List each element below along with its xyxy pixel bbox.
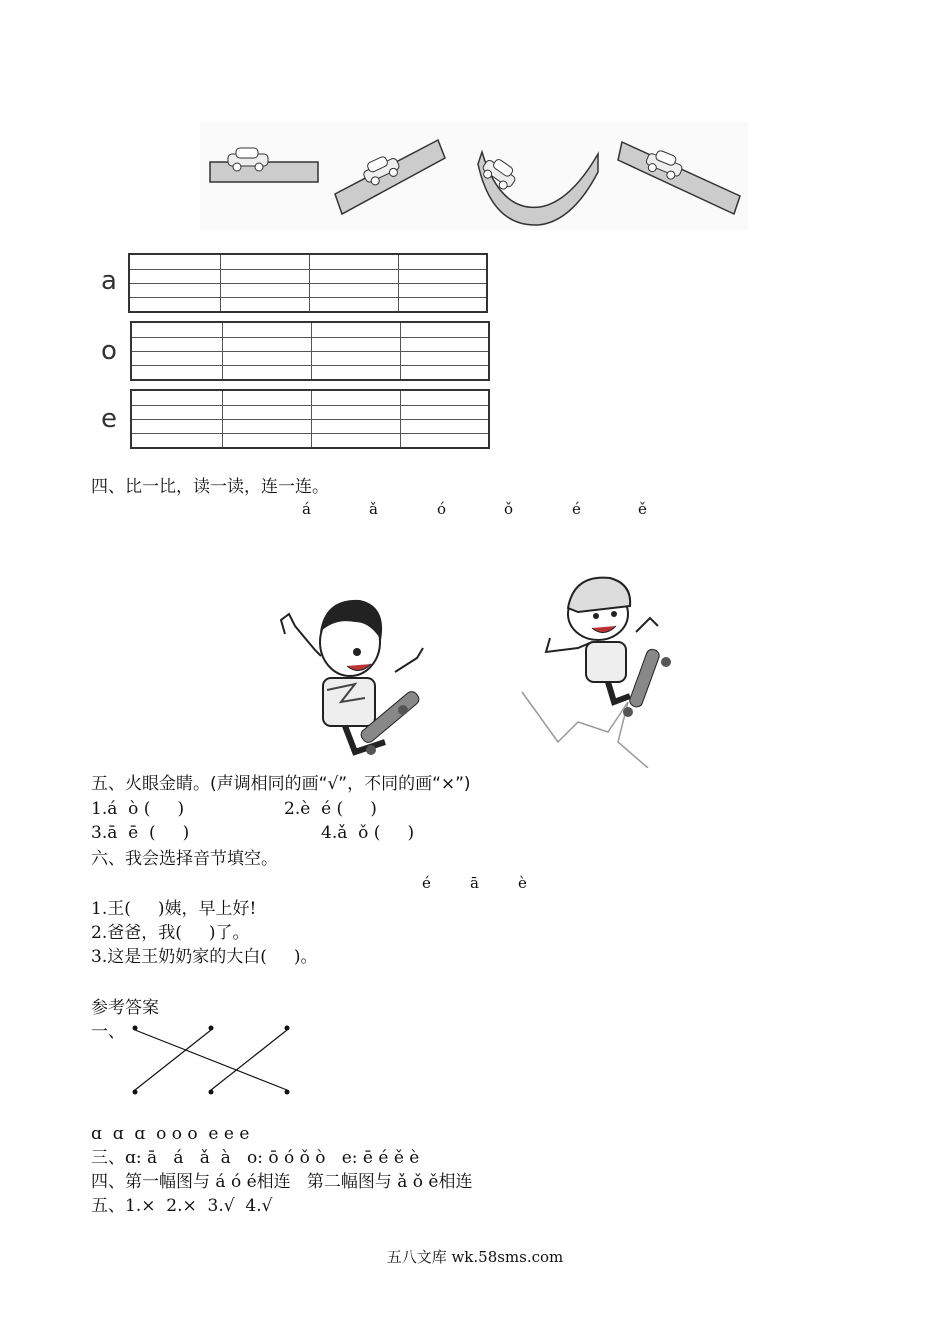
skateboard-boy-image-2 [518, 572, 678, 768]
grid-letter-e: e [101, 404, 117, 434]
road-illustration-strip [200, 122, 748, 230]
section5-q4: 4.ǎ ǒ ( ) [321, 823, 415, 843]
section6-s3: 3.这是王奶奶家的大白( )。 [91, 947, 318, 967]
skateboard-boy-image-1 [275, 592, 427, 768]
writing-grid-a[interactable] [128, 253, 488, 313]
tone-option: é [572, 500, 581, 518]
section6-heading: 六、我会选择音节填空。 [91, 849, 278, 869]
answer1-label: 一、 [91, 1022, 125, 1042]
section5-q2: 2.è é ( ) [284, 799, 377, 819]
footer-watermark: 五八文库 wk.58sms.com [386, 1248, 564, 1266]
answers-title: 参考答案 [91, 998, 159, 1018]
tone-option: ǎ [369, 500, 378, 518]
section6-options [0, 874, 950, 896]
tone-option: ě [638, 500, 647, 518]
tone-option: ǒ [504, 500, 514, 518]
section5-heading: 五、火眼金睛。(声调相同的画“√”，不同的画“×”) [91, 774, 471, 794]
section4-tone-row [0, 500, 950, 522]
writing-grid-o[interactable] [130, 321, 490, 381]
section6-s1: 1.王( )姨，早上好! [91, 899, 257, 919]
answer-line-4: 四、第一幅图与 á ó é相连 第二幅图与 ǎ ǒ ě相连 [91, 1172, 473, 1192]
tone-option: ó [437, 500, 447, 518]
grid-letter-a: a [101, 266, 117, 296]
syllable-option: ā [470, 874, 479, 892]
answer-line-3: 三、ɑ: ā á ǎ à o: ō ó ǒ ò e: ē é ě è [91, 1148, 420, 1168]
syllable-option: è [518, 874, 527, 892]
answer-line-5: 五、1.× 2.× 3.√ 4.√ [91, 1196, 273, 1216]
syllable-option: é [422, 874, 431, 892]
answer1-matching-diagram [125, 1022, 300, 1098]
tone-option: á [302, 500, 311, 518]
answer-line-a: ɑ ɑ ɑ o o o e e e [91, 1124, 250, 1144]
section5-q3: 3.ā ē ( ) [91, 823, 190, 843]
road-cars-image [200, 122, 748, 230]
section5-q1: 1.á ò ( ) [91, 799, 185, 819]
grid-letter-o: o [101, 336, 117, 366]
writing-grid-e[interactable] [130, 389, 490, 449]
section4-heading: 四、比一比，读一读，连一连。 [91, 477, 329, 497]
section6-s2: 2.爸爸，我( )了。 [91, 923, 250, 943]
